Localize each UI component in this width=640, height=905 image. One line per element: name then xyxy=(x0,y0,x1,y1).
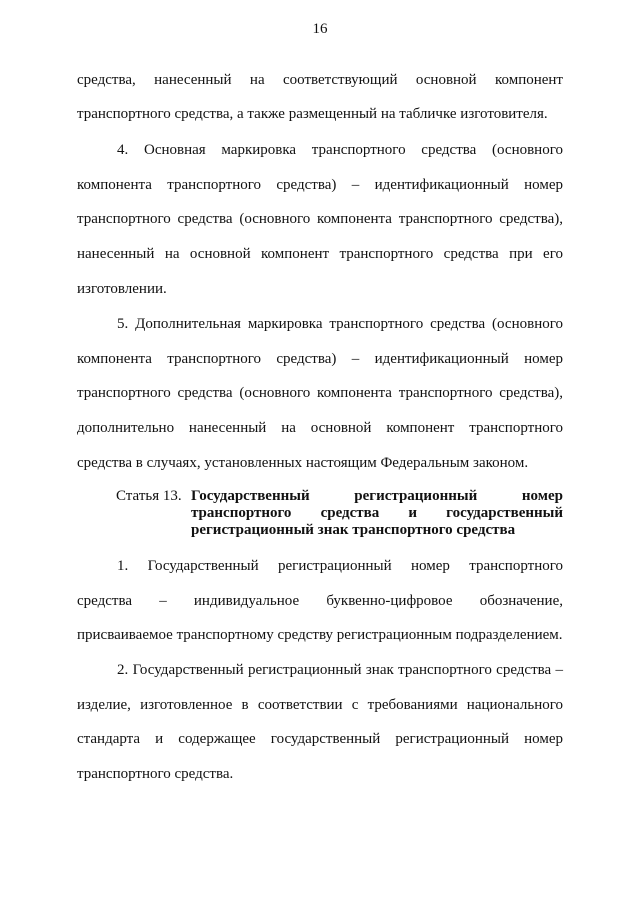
text-line: 1. Государственный регистрационный номер транспортного xyxy=(117,558,563,574)
text-line: 5. Дополнительная маркировка транспортного средства (основного xyxy=(117,316,563,332)
text-line: средства – индивидуальное буквенно-цифровое обозначение, xyxy=(77,593,563,609)
article-title-line: транспортного средства и государственный xyxy=(191,505,563,521)
text-line: средства в случаях, установленных настоящим Федеральным законом. xyxy=(77,455,529,471)
text-line: средства, нанесенный на соответствующий основной компонент xyxy=(77,72,563,88)
text-line: стандарта и содержащее государственный регистрационный номер xyxy=(77,731,563,747)
text-line: транспортного средства, а также размещенный на табличке изготовителя. xyxy=(77,106,548,122)
text-line: транспортного средства (основного компонента транспортного средства), xyxy=(77,385,563,401)
text-line: нанесенный на основной компонент транспортного средства при его xyxy=(77,246,563,262)
text-line: транспортного средства. xyxy=(77,766,234,782)
text-line: присваиваемое транспортному средству регистрационным подразделением. xyxy=(77,627,563,643)
text-line: транспортного средства (основного компонента транспортного средства), xyxy=(77,211,563,227)
text-line: изделие, изготовленное в соответствии с требованиями национального xyxy=(77,697,563,713)
text-line: 4. Основная маркировка транспортного средства (основного xyxy=(117,142,563,158)
article-label: Статья 13. xyxy=(116,488,182,504)
page-number: 16 xyxy=(312,21,328,37)
text-line: дополнительно нанесенный на основной компонент транспортного xyxy=(77,420,563,436)
text-line: изготовлении. xyxy=(77,281,167,297)
text-line: 2. Государственный регистрационный знак транспортного средства – xyxy=(117,662,563,678)
text-line: компонента транспортного средства) – идентификационный номер xyxy=(77,177,563,193)
text-line: компонента транспортного средства) – идентификационный номер xyxy=(77,351,563,367)
article-title-line: Государственный регистрационный номер xyxy=(191,488,563,504)
article-title-line: регистрационный знак транспортного средства xyxy=(191,522,516,538)
